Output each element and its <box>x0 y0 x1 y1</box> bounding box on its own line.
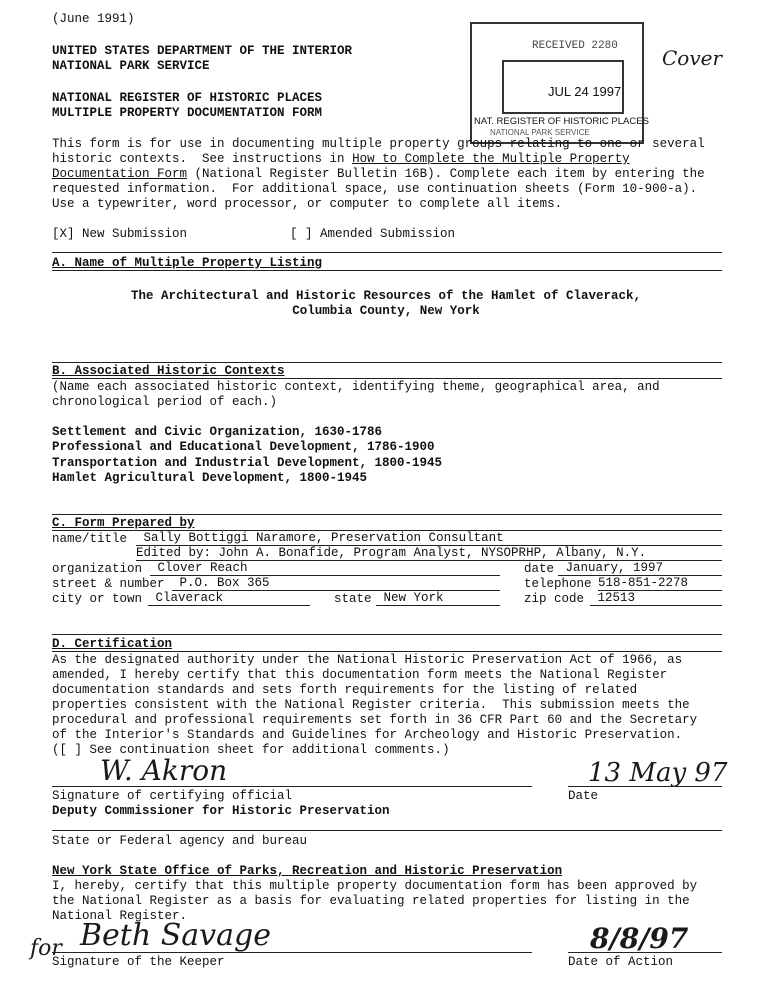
telephone-text: 518-851-2278 <box>598 576 689 590</box>
telephone-value <box>598 576 722 591</box>
name-title-label: name/title <box>52 532 128 546</box>
certification-text: documentation standards and sets forth requirements for the listing of related <box>52 683 638 697</box>
context-item: Hamlet Agricultural Development, 1800-1945 <box>52 471 368 485</box>
street-value <box>172 576 500 591</box>
received-stamp <box>470 22 649 144</box>
zip-value <box>590 591 722 606</box>
certification-text: properties consistent with the National Register criteria. This submission meets the <box>52 698 690 712</box>
section-a-heading: A. Name of Multiple Property Listing <box>52 256 323 270</box>
name-title-text: Sally Bottiggi Naramore, Preservation Consultant <box>143 531 504 545</box>
zip-label: zip code <box>524 592 585 606</box>
instructions-text: historic contexts. See instructions in <box>52 152 353 166</box>
city-label: city or town <box>52 592 143 606</box>
official-title: Deputy Commissioner for Historic Preservation <box>52 804 390 818</box>
form-title-line-1: NATIONAL REGISTER OF HISTORIC PLACES <box>52 91 323 105</box>
agency-line <box>52 830 722 831</box>
instructions-line-1: This form is for use in documenting multiple property groups relating to one or several <box>52 137 705 151</box>
context-item: Transportation and Industrial Development, 1800-1945 <box>52 456 443 470</box>
instructions-line-2 <box>52 152 630 166</box>
instructions-line-4: requested information. For additional space, use continuation sheets (Form 10-900-a). <box>52 182 698 196</box>
signature-label: Signature of certifying official <box>52 789 293 803</box>
instructions-line-3 <box>52 167 705 181</box>
date-label: date <box>524 562 555 576</box>
section-a-rule <box>52 270 722 271</box>
street-label: street & number <box>52 577 165 591</box>
stamp-date: JUL 24 1997 <box>548 84 622 99</box>
certification-text: procedural and professional requirements set forth in 36 CFR Part 60 and the Secretary <box>52 713 698 727</box>
keeper-certification-text: I, hereby, certify that this multiple property documentation form has been approved by <box>52 879 698 893</box>
certifying-date-handwritten: 13 May 97 <box>588 758 728 788</box>
section-b-instructions-2: chronological period of each.) <box>52 395 278 409</box>
stamp-nps: NATIONAL PARK SERVICE <box>490 128 590 137</box>
city-value <box>148 591 310 606</box>
edited-by-value <box>136 546 722 561</box>
amended-submission-checkbox[interactable]: [ ] Amended Submission <box>290 227 456 241</box>
state-text: New York <box>383 591 444 605</box>
cover-handwritten-note: Cover <box>662 46 723 70</box>
keeper-certification-text: the National Register as a basis for evaluating related properties for listing in the <box>52 894 690 908</box>
date-value <box>558 561 722 576</box>
keeper-signature-line <box>52 952 532 953</box>
action-date-line <box>568 952 722 953</box>
certification-text: amended, I hereby certify that this documentation form meets the National Register <box>52 668 668 682</box>
context-item: Professional and Educational Development, 1786-1900 <box>52 440 435 454</box>
action-date-handwritten: 8/8/97 <box>590 922 689 955</box>
date-text: January, 1997 <box>565 561 664 575</box>
telephone-label: telephone <box>524 577 592 591</box>
certification-text: of the Interior's Standards and Guidelines for Archeology and Historic Preservation. <box>52 728 683 742</box>
section-b-top-rule <box>52 362 722 363</box>
organization-label: organization <box>52 562 143 576</box>
context-item: Settlement and Civic Organization, 1630-1786 <box>52 425 383 439</box>
keeper-label: Signature of the Keeper <box>52 955 225 969</box>
section-b-rule <box>52 378 722 379</box>
organization-value <box>150 561 500 576</box>
section-d-heading: D. Certification <box>52 637 173 651</box>
property-name-line-1: The Architectural and Historic Resources of the Hamlet of Claverack, <box>130 289 642 303</box>
certifying-signature: W. Akron <box>100 754 228 787</box>
street-text: P.O. Box 365 <box>179 576 270 590</box>
section-a-top-rule <box>52 252 722 253</box>
keeper-for-prefix: for <box>30 936 62 961</box>
instructions-text-2: (National Register Bulletin 16B). Complete each item by entering the <box>187 167 705 181</box>
signature-date-label: Date <box>568 789 599 803</box>
keeper-signature: Beth Savage <box>80 918 271 953</box>
edited-by-text: Edited by: John A. Bonafide, Program Analyst, NYSOPRHP, Albany, N.Y. <box>136 546 647 560</box>
action-date-label: Date of Action <box>568 955 674 969</box>
instructions-line-5: Use a typewriter, word processor, or computer to complete all items. <box>52 197 563 211</box>
instructions-link-2: Documentation Form <box>52 167 188 181</box>
certification-text: As the designated authority under the National Historic Preservation Act of 1966, as <box>52 653 683 667</box>
form-date: (June 1991) <box>52 12 135 26</box>
stamp-nat-reg: NAT. REGISTER OF HISTORIC PLACES <box>474 116 649 127</box>
section-b-heading: B. Associated Historic Contexts <box>52 364 285 378</box>
continuation-checkbox-line: ([ ] See continuation sheet for additional comments.) <box>52 743 450 757</box>
instructions-link: How to Complete the Multiple Property <box>352 152 630 166</box>
signature-line <box>52 786 532 787</box>
section-c-top-rule <box>52 514 722 515</box>
agency-line-2: NATIONAL PARK SERVICE <box>52 59 210 73</box>
agency-label: State or Federal agency and bureau <box>52 834 308 848</box>
city-text: Claverack <box>155 591 224 605</box>
section-c-heading: C. Form Prepared by <box>52 516 195 530</box>
zip-text: 12513 <box>597 591 636 605</box>
section-d-rule <box>52 651 722 652</box>
state-value <box>376 591 500 606</box>
new-submission-checkbox[interactable]: [X] New Submission <box>52 227 188 241</box>
section-b-instructions-1: (Name each associated historic context, identifying theme, geographical area, and <box>52 380 660 394</box>
section-d-top-rule <box>52 634 722 635</box>
form-title-line-2: MULTIPLE PROPERTY DOCUMENTATION FORM <box>52 106 323 120</box>
keeper-certification-text: National Register. <box>52 909 188 923</box>
property-name-line-2: Columbia County, New York <box>292 304 480 318</box>
stamp-received: RECEIVED 2280 <box>532 40 618 52</box>
state-label: state <box>334 592 372 606</box>
agency-name: New York State Office of Parks, Recreation and Historic Preservation <box>52 864 563 878</box>
date-line <box>568 786 722 787</box>
agency-line-1: UNITED STATES DEPARTMENT OF THE INTERIOR <box>52 44 353 58</box>
name-title-value <box>136 531 722 546</box>
organization-text: Clover Reach <box>157 561 248 575</box>
